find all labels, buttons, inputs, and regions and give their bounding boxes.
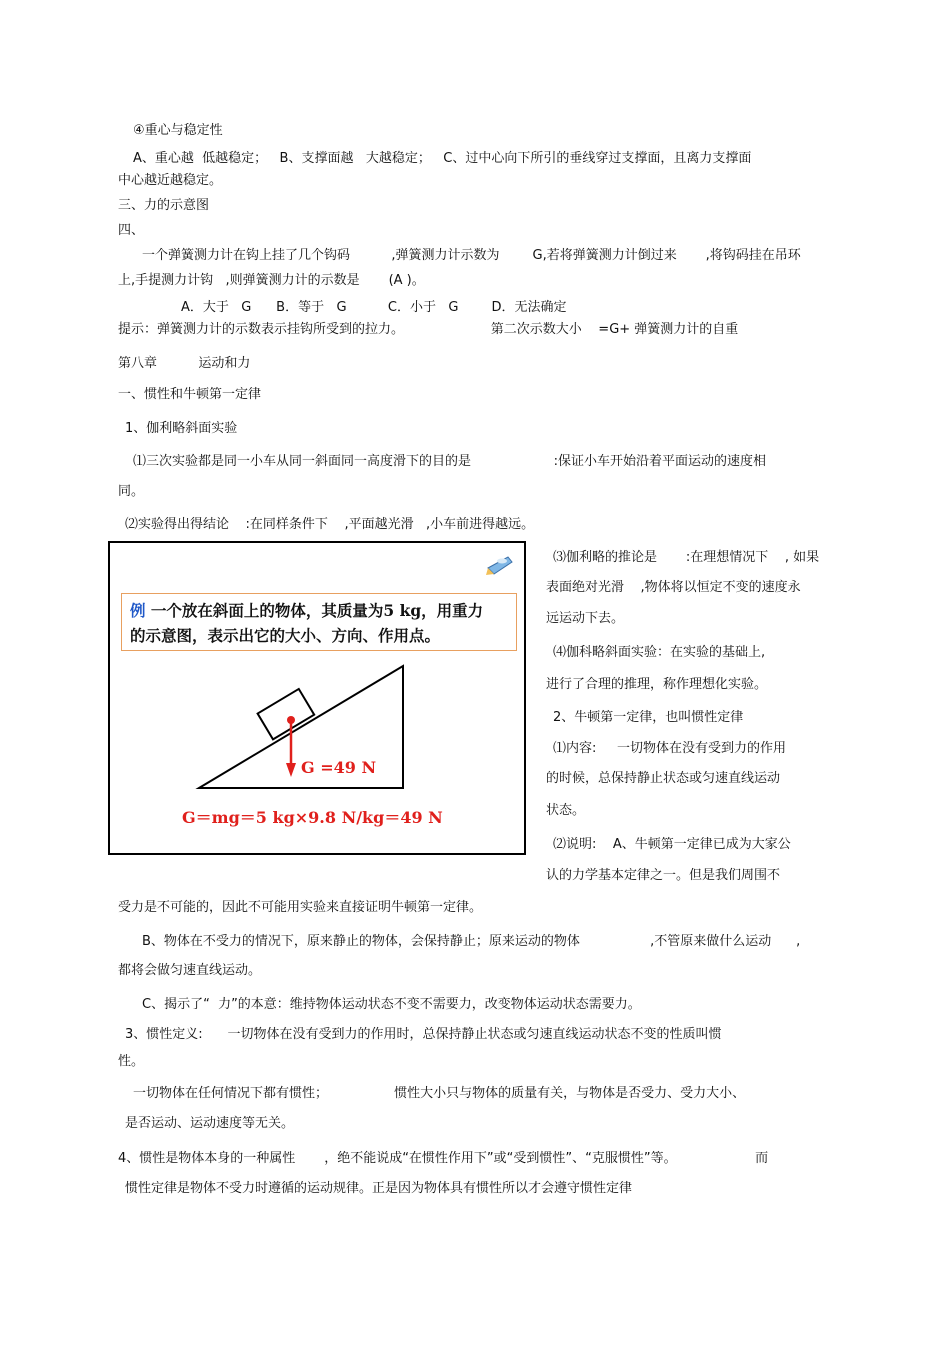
subsection-heading: 4、惯性是物体本身的一种属性 ，绝不能说成“在惯性作用下”或“受到惯性”、“克服惯性”等。 而 [118,1151,769,1166]
weight-arrowhead [286,763,296,777]
text-line: B、物体在不受力的情况下，原来静止的物体，会保持静止；原来运动的物体 ,不管原来做什么运动 , [142,934,801,949]
text-line: 受力是不可能的，因此不可能用实验来直接证明牛顿第一定律。 [118,900,483,915]
hint-text: 提示：弹簧测力计的示数表示挂钩所受到的拉力。 第二次示数大小 =G+ 弹簧测力计的自重 [118,322,739,337]
text-line: 是否运动、运动速度等无关。 [125,1116,295,1131]
question-line: 的示意图，表示出它的大小、方向、作用点。 [130,626,441,645]
chapter-heading: 第八章 运动和力 [118,356,251,371]
text-line: 表面绝对光滑 ,物体将以恒定不变的速度永 [546,580,801,595]
subsection-heading: 3、惯性定义: 一切物体在没有受到力的作用时，总保持静止状态或匀速直线运动状态不变的性质叫惯 [125,1027,722,1042]
text-line: ⑴内容: 一切物体在没有受到力的作用 [553,741,787,756]
text-line: ⑵实验得出得结论 :在同样条件下 ,平面越光滑 ,小车前进得越远。 [125,517,535,532]
text-line: 性。 [118,1054,145,1069]
text-line: 的时候，总保持静止状态或匀速直线运动 [546,771,781,786]
example-figure [108,541,526,855]
question-text: 上,手提测力计钩 ,则弹簧测力计的示数是 (A )。 [118,273,425,288]
text-line: 远运动下去。 [546,611,625,626]
heading-center-of-gravity: ④重心与稳定性 [133,123,223,138]
text-line: 中心越近越稳定。 [118,173,223,188]
answer-options: A．大于 G B．等于 G C．小于 G D．无法确定 [181,300,567,315]
pen-icon [486,557,512,575]
text-line: 状态。 [546,803,586,818]
section-heading: 一、惯性和牛顿第一定律 [118,387,262,402]
text-line: A、重心越 低越稳定； B、支撑面越 大越稳定； C、过中心向下所引的垂线穿过支撑面，且离力支撑面 [133,151,752,166]
weight-label: G =49 N [301,758,377,777]
text-line: 一切物体在任何情况下都有惯性； 惯性大小只与物体的质量有关，与物体是否受力、受力大小、 [133,1086,746,1101]
question-box [121,593,517,651]
text-line: 惯性定律是物体不受力时遵循的运动规律。正是因为物体具有惯性所以才会遵守惯性定律 [125,1181,633,1196]
text-line: ⑷伽科略斜面实验：在实验的基础上, [553,645,766,660]
text-line: ⑶伽利略的推论是 :在理想情况下 , 如果 [553,550,820,565]
text-line: 进行了合理的推理，称作理想化实验。 [546,677,768,692]
example-tag: 例 [130,601,146,620]
subsection-heading: 2、牛顿第一定律，也叫惯性定律 [553,710,744,725]
question-line: 一个放在斜面上的物体，其质量为5 kg，用重力 [145,601,484,620]
text-line: 同。 [118,484,145,499]
question-text: 一个弹簧测力计在钩上挂了几个钩码 ,弹簧测力计示数为 G,若将弹簧测力计倒过来 ,将钩码挂在吊环 [142,248,801,263]
text-line: C、揭示了“ 力”的本意：维持物体运动状态不变不需要力，改变物体运动状态需要力。 [142,997,641,1012]
weight-formula: G＝mg＝5 kg×9.8 N/kg＝49 N [182,808,443,827]
text-line: 认的力学基本定律之一。但是我们周围不 [546,868,781,883]
text-line: ⑴三次实验都是同一小车从同一斜面同一高度滑下的目的是 :保证小车开始沿着平面运动的速度相 [133,454,767,469]
text-line: 都将会做匀速直线运动。 [118,963,262,978]
section-heading: 四、 [118,223,145,238]
block [258,689,315,739]
subsection-heading: 1、伽利略斜面实验 [125,421,238,436]
section-heading: 三、力的示意图 [118,198,210,213]
text-line: ⑵说明: A、牛顿第一定律已成为大家公 [553,837,791,852]
